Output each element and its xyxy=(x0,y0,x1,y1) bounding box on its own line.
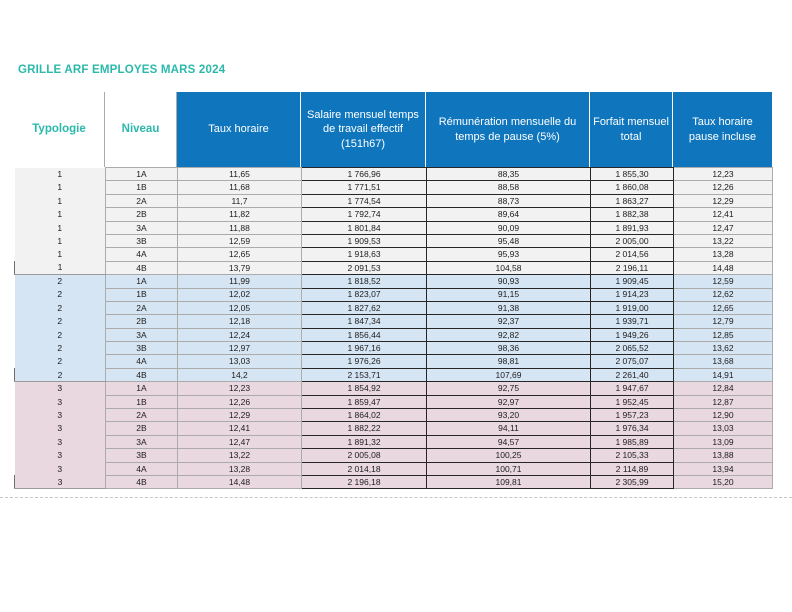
cell-niveau: 1B xyxy=(106,395,178,408)
cell-niveau: 3B xyxy=(106,234,178,247)
cell-typologie: 3 xyxy=(15,462,106,475)
cell-niveau: 1A xyxy=(106,168,178,181)
cell-typologie: 3 xyxy=(15,435,106,448)
cell-forfait-total: 2 261,40 xyxy=(591,368,674,381)
table-row xyxy=(15,234,773,247)
cell-forfait-total: 2 075,07 xyxy=(591,355,674,368)
cell-niveau: 2B xyxy=(106,315,178,328)
cell-niveau: 4B xyxy=(106,475,178,488)
table-row xyxy=(15,315,773,328)
table-row xyxy=(15,221,773,234)
page-break-dashed-line xyxy=(0,497,792,498)
cell-taux-pause-incluse: 13,09 xyxy=(674,435,773,448)
cell-salaire-mensuel: 1 918,63 xyxy=(302,248,427,261)
cell-remuneration-pause: 89,64 xyxy=(427,208,591,221)
table-row xyxy=(15,328,773,341)
page-title: GRILLE ARF EMPLOYES MARS 2024 xyxy=(18,64,226,76)
cell-salaire-mensuel: 2 014,18 xyxy=(302,462,427,475)
cell-taux-horaire: 13,03 xyxy=(178,355,302,368)
cell-salaire-mensuel: 1 792,74 xyxy=(302,208,427,221)
cell-remuneration-pause: 93,20 xyxy=(427,409,591,422)
cell-forfait-total: 1 985,89 xyxy=(591,435,674,448)
cell-taux-pause-incluse: 12,26 xyxy=(674,181,773,194)
cell-remuneration-pause: 94,57 xyxy=(427,435,591,448)
cell-typologie: 1 xyxy=(15,221,106,234)
cell-forfait-total: 2 065,52 xyxy=(591,342,674,355)
cell-taux-pause-incluse: 12,79 xyxy=(674,315,773,328)
table-header-row xyxy=(14,92,772,167)
cell-niveau: 1B xyxy=(106,181,178,194)
cell-taux-pause-incluse: 12,85 xyxy=(674,328,773,341)
cell-remuneration-pause: 100,71 xyxy=(427,462,591,475)
cell-taux-horaire: 11,7 xyxy=(178,194,302,207)
cell-remuneration-pause: 100,25 xyxy=(427,449,591,462)
cell-niveau: 3B xyxy=(106,449,178,462)
cell-taux-horaire: 12,24 xyxy=(178,328,302,341)
cell-remuneration-pause: 98,81 xyxy=(427,355,591,368)
cell-taux-pause-incluse: 12,23 xyxy=(674,168,773,181)
cell-niveau: 2B xyxy=(106,208,178,221)
cell-salaire-mensuel: 1 766,96 xyxy=(302,168,427,181)
cell-taux-horaire: 12,23 xyxy=(178,382,302,395)
cell-salaire-mensuel: 1 823,07 xyxy=(302,288,427,301)
cell-forfait-total: 1 909,45 xyxy=(591,275,674,288)
cell-taux-pause-incluse: 13,03 xyxy=(674,422,773,435)
cell-niveau: 3B xyxy=(106,342,178,355)
table-row xyxy=(15,475,773,488)
cell-remuneration-pause: 88,58 xyxy=(427,181,591,194)
cell-taux-horaire: 13,79 xyxy=(178,261,302,274)
cell-forfait-total: 1 863,27 xyxy=(591,194,674,207)
cell-taux-horaire: 12,41 xyxy=(178,422,302,435)
cell-salaire-mensuel: 1 864,02 xyxy=(302,409,427,422)
cell-salaire-mensuel: 1 882,22 xyxy=(302,422,427,435)
cell-forfait-total: 1 860,08 xyxy=(591,181,674,194)
cell-typologie: 2 xyxy=(15,288,106,301)
cell-taux-horaire: 11,68 xyxy=(178,181,302,194)
table-row xyxy=(15,342,773,355)
column-header-remuneration-pause: Rémunération mensuelle du temps de pause (5%) xyxy=(426,92,590,167)
cell-salaire-mensuel: 2 153,71 xyxy=(302,368,427,381)
table-row xyxy=(15,409,773,422)
cell-remuneration-pause: 92,82 xyxy=(427,328,591,341)
table-row xyxy=(15,288,773,301)
cell-typologie: 3 xyxy=(15,409,106,422)
table-row xyxy=(15,301,773,314)
cell-salaire-mensuel: 1 891,32 xyxy=(302,435,427,448)
cell-taux-pause-incluse: 13,62 xyxy=(674,342,773,355)
cell-forfait-total: 1 855,30 xyxy=(591,168,674,181)
cell-taux-pause-incluse: 15,20 xyxy=(674,475,773,488)
table-row xyxy=(15,168,773,181)
cell-salaire-mensuel: 1 774,54 xyxy=(302,194,427,207)
cell-niveau: 1A xyxy=(106,382,178,395)
cell-taux-horaire: 13,28 xyxy=(178,462,302,475)
table-row xyxy=(15,395,773,408)
cell-typologie: 3 xyxy=(15,395,106,408)
cell-forfait-total: 1 914,23 xyxy=(591,288,674,301)
table-row xyxy=(15,261,773,274)
cell-taux-pause-incluse: 12,41 xyxy=(674,208,773,221)
cell-taux-pause-incluse: 12,87 xyxy=(674,395,773,408)
cell-forfait-total: 2 014,56 xyxy=(591,248,674,261)
cell-salaire-mensuel: 1 859,47 xyxy=(302,395,427,408)
cell-forfait-total: 2 305,99 xyxy=(591,475,674,488)
cell-remuneration-pause: 92,75 xyxy=(427,382,591,395)
cell-forfait-total: 1 947,67 xyxy=(591,382,674,395)
cell-taux-horaire: 12,02 xyxy=(178,288,302,301)
cell-taux-horaire: 11,99 xyxy=(178,275,302,288)
cell-niveau: 2B xyxy=(106,422,178,435)
cell-salaire-mensuel: 1 976,26 xyxy=(302,355,427,368)
cell-taux-horaire: 12,97 xyxy=(178,342,302,355)
cell-typologie: 1 xyxy=(15,208,106,221)
cell-remuneration-pause: 90,93 xyxy=(427,275,591,288)
cell-taux-pause-incluse: 14,91 xyxy=(674,368,773,381)
cell-taux-pause-incluse: 12,84 xyxy=(674,382,773,395)
column-header-typologie: Typologie xyxy=(14,92,105,167)
cell-typologie: 1 xyxy=(15,261,106,274)
cell-remuneration-pause: 104,58 xyxy=(427,261,591,274)
cell-typologie: 1 xyxy=(15,248,106,261)
cell-taux-horaire: 12,18 xyxy=(178,315,302,328)
cell-niveau: 2A xyxy=(106,194,178,207)
cell-niveau: 4A xyxy=(106,355,178,368)
table-row xyxy=(15,355,773,368)
column-header-taux-horaire: Taux horaire xyxy=(177,92,301,167)
cell-salaire-mensuel: 2 196,18 xyxy=(302,475,427,488)
cell-typologie: 2 xyxy=(15,301,106,314)
cell-forfait-total: 1 952,45 xyxy=(591,395,674,408)
cell-taux-horaire: 12,59 xyxy=(178,234,302,247)
table-row xyxy=(15,382,773,395)
column-header-taux-pause-incluse: Taux horaire pause incluse xyxy=(673,92,772,167)
cell-niveau: 1A xyxy=(106,275,178,288)
table-row xyxy=(15,435,773,448)
cell-typologie: 2 xyxy=(15,275,106,288)
cell-forfait-total: 1 919,00 xyxy=(591,301,674,314)
cell-taux-pause-incluse: 12,59 xyxy=(674,275,773,288)
cell-forfait-total: 2 114,89 xyxy=(591,462,674,475)
cell-remuneration-pause: 91,38 xyxy=(427,301,591,314)
cell-typologie: 2 xyxy=(15,315,106,328)
cell-taux-pause-incluse: 14,48 xyxy=(674,261,773,274)
cell-taux-horaire: 11,82 xyxy=(178,208,302,221)
cell-forfait-total: 1 882,38 xyxy=(591,208,674,221)
column-header-forfait-total: Forfait mensuel total xyxy=(590,92,673,167)
cell-typologie: 2 xyxy=(15,355,106,368)
cell-taux-pause-incluse: 12,29 xyxy=(674,194,773,207)
table-body xyxy=(14,167,773,489)
cell-forfait-total: 1 939,71 xyxy=(591,315,674,328)
cell-taux-horaire: 12,29 xyxy=(178,409,302,422)
cell-salaire-mensuel: 1 847,34 xyxy=(302,315,427,328)
table-row xyxy=(15,368,773,381)
cell-taux-pause-incluse: 13,88 xyxy=(674,449,773,462)
table-row xyxy=(15,208,773,221)
cell-taux-pause-incluse: 13,28 xyxy=(674,248,773,261)
cell-salaire-mensuel: 1 854,92 xyxy=(302,382,427,395)
cell-salaire-mensuel: 1 818,52 xyxy=(302,275,427,288)
cell-forfait-total: 1 891,93 xyxy=(591,221,674,234)
cell-niveau: 4B xyxy=(106,368,178,381)
cell-niveau: 3A xyxy=(106,435,178,448)
cell-taux-horaire: 12,65 xyxy=(178,248,302,261)
cell-remuneration-pause: 95,48 xyxy=(427,234,591,247)
table-row xyxy=(15,181,773,194)
cell-taux-pause-incluse: 12,62 xyxy=(674,288,773,301)
cell-remuneration-pause: 88,35 xyxy=(427,168,591,181)
cell-typologie: 3 xyxy=(15,422,106,435)
cell-salaire-mensuel: 1 909,53 xyxy=(302,234,427,247)
cell-salaire-mensuel: 1 771,51 xyxy=(302,181,427,194)
cell-remuneration-pause: 107,69 xyxy=(427,368,591,381)
cell-taux-pause-incluse: 13,22 xyxy=(674,234,773,247)
cell-typologie: 1 xyxy=(15,181,106,194)
cell-taux-pause-incluse: 12,65 xyxy=(674,301,773,314)
cell-remuneration-pause: 88,73 xyxy=(427,194,591,207)
cell-taux-pause-incluse: 12,47 xyxy=(674,221,773,234)
cell-forfait-total: 1 957,23 xyxy=(591,409,674,422)
cell-taux-pause-incluse: 13,68 xyxy=(674,355,773,368)
cell-taux-pause-incluse: 12,90 xyxy=(674,409,773,422)
cell-niveau: 4A xyxy=(106,462,178,475)
cell-niveau: 2A xyxy=(106,301,178,314)
table-row xyxy=(15,275,773,288)
cell-typologie: 2 xyxy=(15,328,106,341)
cell-salaire-mensuel: 1 827,62 xyxy=(302,301,427,314)
cell-salaire-mensuel: 2 091,53 xyxy=(302,261,427,274)
cell-niveau: 3A xyxy=(106,221,178,234)
cell-salaire-mensuel: 1 967,16 xyxy=(302,342,427,355)
column-header-salaire-mensuel: Salaire mensuel temps de travail effectif (151h67) xyxy=(301,92,426,167)
cell-typologie: 1 xyxy=(15,234,106,247)
cell-taux-horaire: 12,26 xyxy=(178,395,302,408)
cell-remuneration-pause: 98,36 xyxy=(427,342,591,355)
cell-salaire-mensuel: 2 005,08 xyxy=(302,449,427,462)
cell-typologie: 2 xyxy=(15,368,106,381)
cell-forfait-total: 2 005,00 xyxy=(591,234,674,247)
table-row xyxy=(15,248,773,261)
cell-typologie: 3 xyxy=(15,449,106,462)
cell-forfait-total: 2 105,33 xyxy=(591,449,674,462)
cell-remuneration-pause: 92,37 xyxy=(427,315,591,328)
cell-taux-horaire: 14,48 xyxy=(178,475,302,488)
cell-niveau: 4B xyxy=(106,261,178,274)
cell-typologie: 2 xyxy=(15,342,106,355)
table-row xyxy=(15,462,773,475)
cell-taux-horaire: 14,2 xyxy=(178,368,302,381)
cell-typologie: 1 xyxy=(15,194,106,207)
cell-salaire-mensuel: 1 856,44 xyxy=(302,328,427,341)
cell-taux-horaire: 12,05 xyxy=(178,301,302,314)
cell-taux-pause-incluse: 13,94 xyxy=(674,462,773,475)
cell-typologie: 3 xyxy=(15,475,106,488)
cell-niveau: 1B xyxy=(106,288,178,301)
cell-forfait-total: 1 976,34 xyxy=(591,422,674,435)
cell-typologie: 1 xyxy=(15,168,106,181)
cell-typologie: 3 xyxy=(15,382,106,395)
cell-forfait-total: 2 196,11 xyxy=(591,261,674,274)
cell-remuneration-pause: 109,81 xyxy=(427,475,591,488)
cell-remuneration-pause: 92,97 xyxy=(427,395,591,408)
cell-salaire-mensuel: 1 801,84 xyxy=(302,221,427,234)
cell-taux-horaire: 13,22 xyxy=(178,449,302,462)
cell-niveau: 2A xyxy=(106,409,178,422)
cell-remuneration-pause: 90,09 xyxy=(427,221,591,234)
cell-forfait-total: 1 949,26 xyxy=(591,328,674,341)
salary-grid-table xyxy=(14,92,772,489)
column-header-niveau: Niveau xyxy=(105,92,177,167)
cell-niveau: 3A xyxy=(106,328,178,341)
cell-niveau: 4A xyxy=(106,248,178,261)
cell-remuneration-pause: 94,11 xyxy=(427,422,591,435)
cell-remuneration-pause: 91,15 xyxy=(427,288,591,301)
cell-remuneration-pause: 95,93 xyxy=(427,248,591,261)
cell-taux-horaire: 11,88 xyxy=(178,221,302,234)
cell-taux-horaire: 11,65 xyxy=(178,168,302,181)
cell-taux-horaire: 12,47 xyxy=(178,435,302,448)
table-row xyxy=(15,422,773,435)
table-row xyxy=(15,194,773,207)
table-row xyxy=(15,449,773,462)
